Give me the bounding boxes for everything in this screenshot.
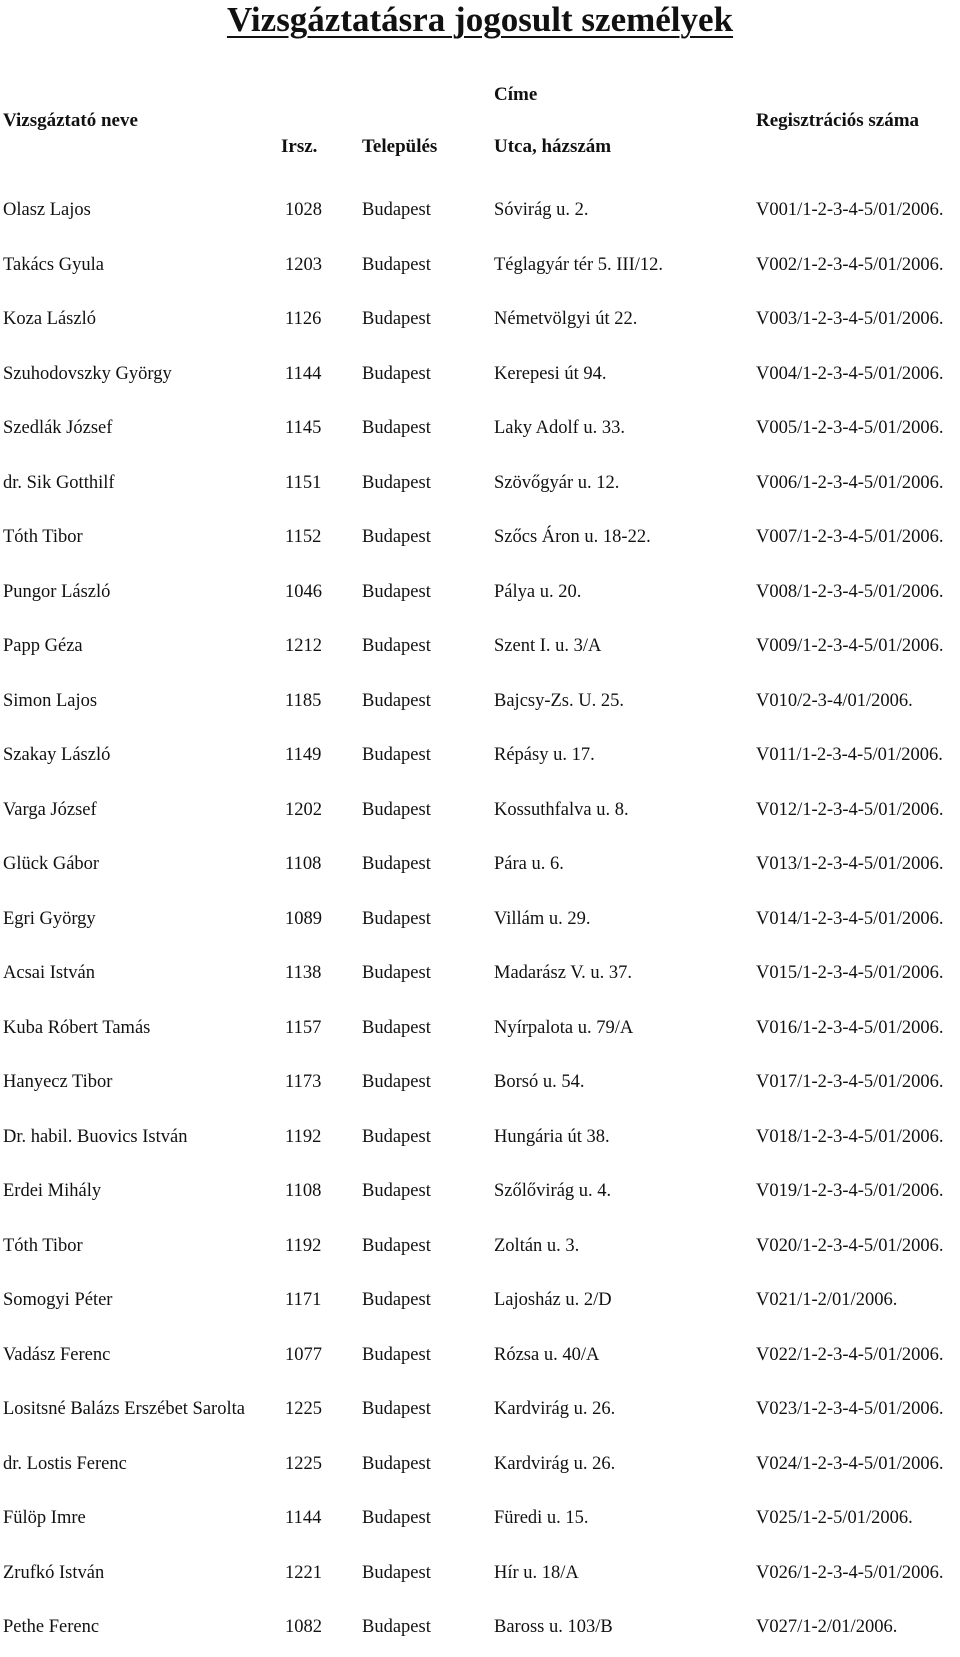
postal-code: 1173 xyxy=(285,1072,322,1092)
page-title xyxy=(0,0,960,40)
registration-number: V022/1-2-3-4-5/01/2006. xyxy=(756,1344,944,1365)
registration-number: V018/1-2-3-4-5/01/2006. xyxy=(756,1126,944,1147)
header-irsz: Irsz. xyxy=(281,136,318,157)
examiner-name: dr. Lostis Ferenc xyxy=(3,1453,127,1474)
city: Budapest xyxy=(362,254,431,275)
postal-code: 1138 xyxy=(285,963,322,983)
registration-number: V024/1-2-3-4-5/01/2006. xyxy=(756,1453,944,1474)
postal-code: 1212 xyxy=(285,636,322,656)
city: Budapest xyxy=(362,1290,431,1310)
examiner-name: dr. Sik Gotthilf xyxy=(3,472,115,493)
header-reg: Regisztrációs száma xyxy=(756,110,920,131)
city: Budapest xyxy=(362,472,431,493)
table-row xyxy=(0,1548,960,1603)
examiner-name: Szakay László xyxy=(3,745,111,765)
postal-code: 1192 xyxy=(285,1126,322,1147)
registration-number: V006/1-2-3-4-5/01/2006. xyxy=(756,472,944,493)
postal-code: 1203 xyxy=(285,254,322,275)
registration-number: V002/1-2-3-4-5/01/2006. xyxy=(756,254,944,275)
table-row xyxy=(0,894,960,949)
header-address-group: Címe xyxy=(494,84,538,105)
registration-number: V007/1-2-3-4-5/01/2006. xyxy=(756,527,944,547)
table-row xyxy=(0,1439,960,1494)
page-title-text: Vizsgáztatásra jogosult személyek xyxy=(226,0,734,39)
examiner-name: Pungor László xyxy=(3,581,111,602)
table-row xyxy=(0,1003,960,1058)
registration-number: V001/1-2-3-4-5/01/2006. xyxy=(756,200,944,220)
city: Budapest xyxy=(362,690,431,711)
registration-number: V025/1-2-5/01/2006. xyxy=(756,1508,913,1528)
examiner-name: Tóth Tibor xyxy=(3,527,83,547)
table-row xyxy=(0,458,960,513)
table-row xyxy=(0,1493,960,1548)
table-row xyxy=(0,621,960,676)
examiner-name: Lositsné Balázs Erszébet Sarolta xyxy=(3,1399,245,1419)
street-address: Lajosház u. 2/D xyxy=(494,1290,612,1310)
registration-number: V003/1-2-3-4-5/01/2006. xyxy=(756,309,944,329)
street-address: Pálya u. 20. xyxy=(494,581,582,602)
examiner-name: Hanyecz Tibor xyxy=(3,1072,113,1092)
street-address: Szőcs Áron u. 18-22. xyxy=(494,527,651,547)
examiner-name: Vadász Ferenc xyxy=(3,1344,111,1365)
header-city: Település xyxy=(362,136,438,157)
table-row xyxy=(0,349,960,404)
city: Budapest xyxy=(362,581,431,602)
street-address: Kardvirág u. 26. xyxy=(494,1453,616,1474)
city: Budapest xyxy=(362,1017,431,1038)
postal-code: 1108 xyxy=(285,1181,322,1201)
registration-number: V012/1-2-3-4-5/01/2006. xyxy=(756,799,944,820)
street-address: Németvölgyi út 22. xyxy=(494,309,638,329)
examiner-name: Varga József xyxy=(3,799,97,820)
registration-number: V016/1-2-3-4-5/01/2006. xyxy=(756,1017,944,1038)
city: Budapest xyxy=(362,200,431,220)
postal-code: 1157 xyxy=(285,1017,322,1038)
table-row xyxy=(0,1384,960,1439)
city: Budapest xyxy=(362,363,431,384)
street-address: Madarász V. u. 37. xyxy=(494,963,633,983)
examiner-name: Erdei Mihály xyxy=(3,1181,102,1201)
street-address: Kardvirág u. 26. xyxy=(494,1399,616,1419)
street-address: Baross u. 103/B xyxy=(494,1617,613,1637)
street-address: Szövőgyár u. 12. xyxy=(494,472,620,493)
street-address: Hungária út 38. xyxy=(494,1126,610,1147)
postal-code: 1089 xyxy=(285,908,322,929)
table-row xyxy=(0,839,960,894)
postal-code: 1192 xyxy=(285,1235,322,1256)
table-row xyxy=(0,1275,960,1330)
street-address: Szent I. u. 3/A xyxy=(494,636,602,656)
examiner-name: Glück Gábor xyxy=(3,854,100,874)
registration-number: V020/1-2-3-4-5/01/2006. xyxy=(756,1235,944,1256)
registration-number: V023/1-2-3-4-5/01/2006. xyxy=(756,1399,944,1419)
examiner-name: Tóth Tibor xyxy=(3,1235,83,1256)
postal-code: 1225 xyxy=(285,1453,322,1474)
table-row xyxy=(0,240,960,295)
examiner-name: Szuhodovszky György xyxy=(3,363,172,384)
street-address: Kossuthfalva u. 8. xyxy=(494,799,629,820)
city: Budapest xyxy=(362,963,431,983)
examiner-name: Acsai István xyxy=(3,963,95,983)
examiner-name: Szedlák József xyxy=(3,418,113,438)
postal-code: 1221 xyxy=(285,1562,322,1583)
table-row xyxy=(0,1221,960,1276)
postal-code: 1145 xyxy=(285,418,322,438)
street-address: Téglagyár tér 5. III/12. xyxy=(494,254,663,275)
city: Budapest xyxy=(362,745,431,765)
table-row xyxy=(0,785,960,840)
table-row xyxy=(0,294,960,349)
city: Budapest xyxy=(362,1181,431,1201)
postal-code: 1046 xyxy=(285,581,322,602)
street-address: Laky Adolf u. 33. xyxy=(494,418,626,438)
registration-number: V013/1-2-3-4-5/01/2006. xyxy=(756,854,944,874)
table-row xyxy=(0,185,960,240)
header-street: Utca, házszám xyxy=(494,136,612,157)
examiner-name: Pethe Ferenc xyxy=(3,1617,100,1637)
postal-code: 1108 xyxy=(285,854,322,874)
registration-number: V011/1-2-3-4-5/01/2006. xyxy=(756,745,943,765)
registration-number: V004/1-2-3-4-5/01/2006. xyxy=(756,363,944,384)
street-address: Kerepesi út 94. xyxy=(494,363,607,384)
street-address: Hír u. 18/A xyxy=(494,1562,579,1583)
street-address: Villám u. 29. xyxy=(494,908,591,929)
examiner-name: Somogyi Péter xyxy=(3,1290,113,1310)
city: Budapest xyxy=(362,309,431,329)
postal-code: 1144 xyxy=(285,363,322,384)
examiner-name: Simon Lajos xyxy=(3,690,98,711)
examiner-name: Egri György xyxy=(3,908,96,929)
postal-code: 1202 xyxy=(285,799,322,820)
postal-code: 1185 xyxy=(285,690,322,711)
street-address: Borsó u. 54. xyxy=(494,1072,585,1092)
city: Budapest xyxy=(362,1617,431,1637)
registration-number: V014/1-2-3-4-5/01/2006. xyxy=(756,908,944,929)
city: Budapest xyxy=(362,1508,431,1528)
header-name: Vizsgáztató neve xyxy=(3,110,138,131)
registration-number: V017/1-2-3-4-5/01/2006. xyxy=(756,1072,944,1092)
city: Budapest xyxy=(362,854,431,874)
table-row xyxy=(0,403,960,458)
examiner-name: Kuba Róbert Tamás xyxy=(3,1017,151,1038)
city: Budapest xyxy=(362,636,431,656)
registration-number: V009/1-2-3-4-5/01/2006. xyxy=(756,636,944,656)
street-address: Szőlővirág u. 4. xyxy=(494,1181,612,1201)
table-row xyxy=(0,676,960,731)
registration-number: V027/1-2/01/2006. xyxy=(756,1617,898,1637)
postal-code: 1077 xyxy=(285,1344,322,1365)
city: Budapest xyxy=(362,908,431,929)
registration-number: V008/1-2-3-4-5/01/2006. xyxy=(756,581,944,602)
table-row xyxy=(0,1057,960,1112)
city: Budapest xyxy=(362,1235,431,1256)
city: Budapest xyxy=(362,1344,431,1365)
street-address: Rózsa u. 40/A xyxy=(494,1344,600,1365)
examiner-name: Fülöp Imre xyxy=(3,1508,86,1528)
street-address: Sóvirág u. 2. xyxy=(494,200,589,220)
postal-code: 1171 xyxy=(285,1290,322,1310)
examiner-name: Takács Gyula xyxy=(3,254,104,275)
postal-code: 1225 xyxy=(285,1399,322,1419)
street-address: Bajcsy-Zs. U. 25. xyxy=(494,690,624,711)
table-row xyxy=(0,730,960,785)
examiner-name: Olasz Lajos xyxy=(3,200,91,220)
postal-code: 1082 xyxy=(285,1617,322,1637)
postal-code: 1144 xyxy=(285,1508,322,1528)
examiner-list xyxy=(0,185,960,1657)
postal-code: 1152 xyxy=(285,527,322,547)
city: Budapest xyxy=(362,1562,431,1583)
registration-number: V026/1-2-3-4-5/01/2006. xyxy=(756,1562,944,1583)
street-address: Nyírpalota u. 79/A xyxy=(494,1017,634,1038)
city: Budapest xyxy=(362,1453,431,1474)
street-address: Répásy u. 17. xyxy=(494,745,595,765)
postal-code: 1028 xyxy=(285,200,322,220)
city: Budapest xyxy=(362,799,431,820)
city: Budapest xyxy=(362,1072,431,1092)
postal-code: 1149 xyxy=(285,745,322,765)
city: Budapest xyxy=(362,418,431,438)
registration-number: V010/2-3-4/01/2006. xyxy=(756,690,913,711)
table-row xyxy=(0,1112,960,1167)
table-row xyxy=(0,1330,960,1385)
table-row xyxy=(0,567,960,622)
registration-number: V005/1-2-3-4-5/01/2006. xyxy=(756,418,944,438)
registration-number: V019/1-2-3-4-5/01/2006. xyxy=(756,1181,944,1201)
postal-code: 1126 xyxy=(285,309,322,329)
table-row xyxy=(0,512,960,567)
examiner-name: Zrufkó István xyxy=(3,1562,105,1583)
examiner-name: Papp Géza xyxy=(3,636,83,656)
examiner-name: Koza László xyxy=(3,309,96,329)
city: Budapest xyxy=(362,527,431,547)
registration-number: V021/1-2/01/2006. xyxy=(756,1290,898,1310)
table-row xyxy=(0,1166,960,1221)
street-address: Zoltán u. 3. xyxy=(494,1235,580,1256)
street-address: Füredi u. 15. xyxy=(494,1508,589,1528)
city: Budapest xyxy=(362,1399,431,1419)
street-address: Pára u. 6. xyxy=(494,854,564,874)
examiner-name: Dr. habil. Buovics István xyxy=(3,1126,188,1147)
table-row xyxy=(0,1602,960,1657)
city: Budapest xyxy=(362,1126,431,1147)
registration-number: V015/1-2-3-4-5/01/2006. xyxy=(756,963,944,983)
postal-code: 1151 xyxy=(285,472,322,493)
table-row xyxy=(0,948,960,1003)
